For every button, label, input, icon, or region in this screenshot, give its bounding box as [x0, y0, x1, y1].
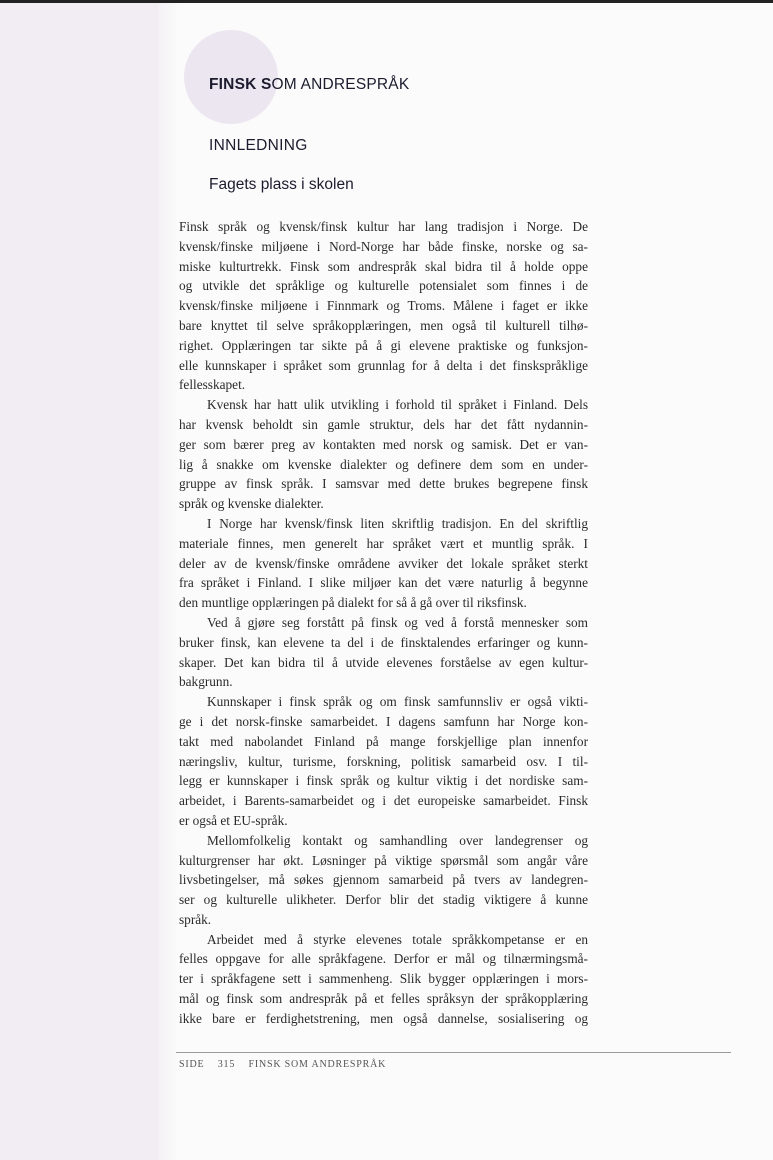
text-line: lig å snakke om kvenske dialekter og definere dem som en under-	[179, 456, 588, 472]
text-line: kvensk/finske miljøene i Nord-Norge har både finske, norske og sa-	[179, 238, 588, 254]
text-line: legg er kunnskaper i finsk språk og kultur viktig i det nordiske sam-	[179, 773, 588, 789]
text-line: arbeidet, i Barents-samarbeidet og i det europeiske samarbeidet. Finsk	[179, 793, 588, 809]
text-line: Arbeidet med å styrke elevenes totale språkkompetanse er en	[207, 931, 588, 947]
text-line: deler av de kvensk/finske områdene avviker det lokale språket sterkt	[179, 555, 588, 571]
text-line: felles oppgave for alle språkfagene. Derfor er mål og tilnærmingsmå-	[179, 951, 588, 967]
text-line: skaper. Det kan bidra til å utvide elevenes forståelse av egen kultur-	[179, 654, 588, 670]
text-line: bakgrunn.	[179, 674, 233, 690]
text-line: har kvensk beholdt sin gamle struktur, dels har det fått nydannin-	[179, 416, 588, 432]
page-footer	[179, 1059, 396, 1070]
left-margin-fade	[158, 3, 178, 1160]
left-margin-band	[0, 3, 158, 1160]
text-line: materiale finnes, men generelt har språket vært et muntlig språk. I	[179, 535, 588, 551]
text-line: I Norge har kvensk/finsk liten skriftlig tradisjon. En del skriftlig	[207, 515, 588, 531]
text-line: språk.	[179, 911, 212, 927]
text-line: den muntlige opplæringen på dialekt for så å gå over til riksfinsk.	[179, 595, 527, 611]
text-line: ge i det norsk-finske samarbeidet. I dagens samfunn har Norge kon-	[179, 713, 588, 729]
text-line: takt med nabolandet Finland på mange forskjellige plan innenfor	[179, 733, 588, 749]
text-line: elle kunnskaper i språket som grunnlag for å delta i det finskspråklige	[179, 357, 588, 373]
chapter-heading: INNLEDNING	[209, 137, 308, 154]
text-line: ikke bare er ferdighetstrening, men også dannelse, sosialisering og	[179, 1010, 588, 1026]
subheading: Fagets plass i skolen	[209, 176, 354, 193]
text-line: Kunnskaper i finsk språk og om finsk samfunnsliv er også vikti-	[207, 694, 588, 710]
text-line: righet. Opplæringen tar sikte på å gi elevene praktiske og funksjon-	[179, 337, 588, 353]
body-text	[179, 217, 588, 1029]
text-line: ger som bærer preg av kontakten med norsk og samisk. Det er van-	[179, 436, 588, 452]
text-line: miske kulturtrekk. Finsk som andrespråk skal bidra til å holde oppe	[179, 258, 588, 274]
text-line: språk og kvenske dialekter.	[179, 496, 324, 512]
text-line: kulturgrenser har økt. Løsninger på viktige spørsmål som angår våre	[179, 852, 588, 868]
footer-page-number: 315	[217, 1059, 236, 1070]
text-line: ser og kulturelle ulikheter. Derfor blir det stadig viktigere å kunne	[179, 892, 588, 908]
section-title-rest: OM ANDRESPRÅK	[271, 76, 410, 93]
text-line: Kvensk har hatt ulik utvikling i forhold til språket i Finland. Dels	[207, 397, 588, 413]
text-line: Finsk språk og kvensk/finsk kultur har lang tradisjon i Norge. De	[179, 219, 588, 234]
footer-rule	[176, 1052, 731, 1053]
footer-label: SIDE	[179, 1059, 205, 1070]
text-line: og utvikle det språklige og kulturelle potensialet som finnes i de	[179, 278, 588, 294]
text-line: gruppe av finsk språk. I samsvar med dette brukes begrepene finsk	[179, 476, 588, 492]
section-title-bold: FINSK S	[209, 76, 272, 93]
section-title	[209, 76, 409, 94]
text-line: Ved å gjøre seg forstått på finsk og ved å forstå mennesker som	[207, 614, 588, 630]
footer-title: FINSK SOM ANDRESPRÅK	[248, 1059, 387, 1070]
text-line: næringsliv, kultur, turisme, forskning, politisk samarbeid osv. I til-	[179, 753, 588, 769]
text-line: er også et EU-språk.	[179, 812, 288, 828]
text-line: fra språket i Finland. I slike miljøer kan det være naturlig å begynne	[179, 575, 588, 591]
text-line: mål og finsk som andrespråk på et felles språksyn der språkopplæring	[179, 991, 588, 1007]
text-line: ter i språkfagene sett i sammenheng. Slik bygger opplæringen i mors-	[179, 971, 588, 987]
text-line: Mellomfolkelig kontakt og samhandling over landegrenser og	[207, 832, 588, 848]
text-line: bruker finsk, kan elevene ta del i de finsktalendes erfaringer og kunn-	[179, 634, 588, 650]
text-line: kvensk/finske miljøene i Finnmark og Troms. Målene i faget er ikke	[179, 298, 588, 314]
text-line: fellesskapet.	[179, 377, 246, 393]
text-line: livsbetingelser, må søkes gjennom samarbeid på tvers av landegren-	[179, 872, 588, 888]
text-line: bare knyttet til selve språkopplæringen, men også til kulturell tilhø-	[179, 317, 588, 333]
